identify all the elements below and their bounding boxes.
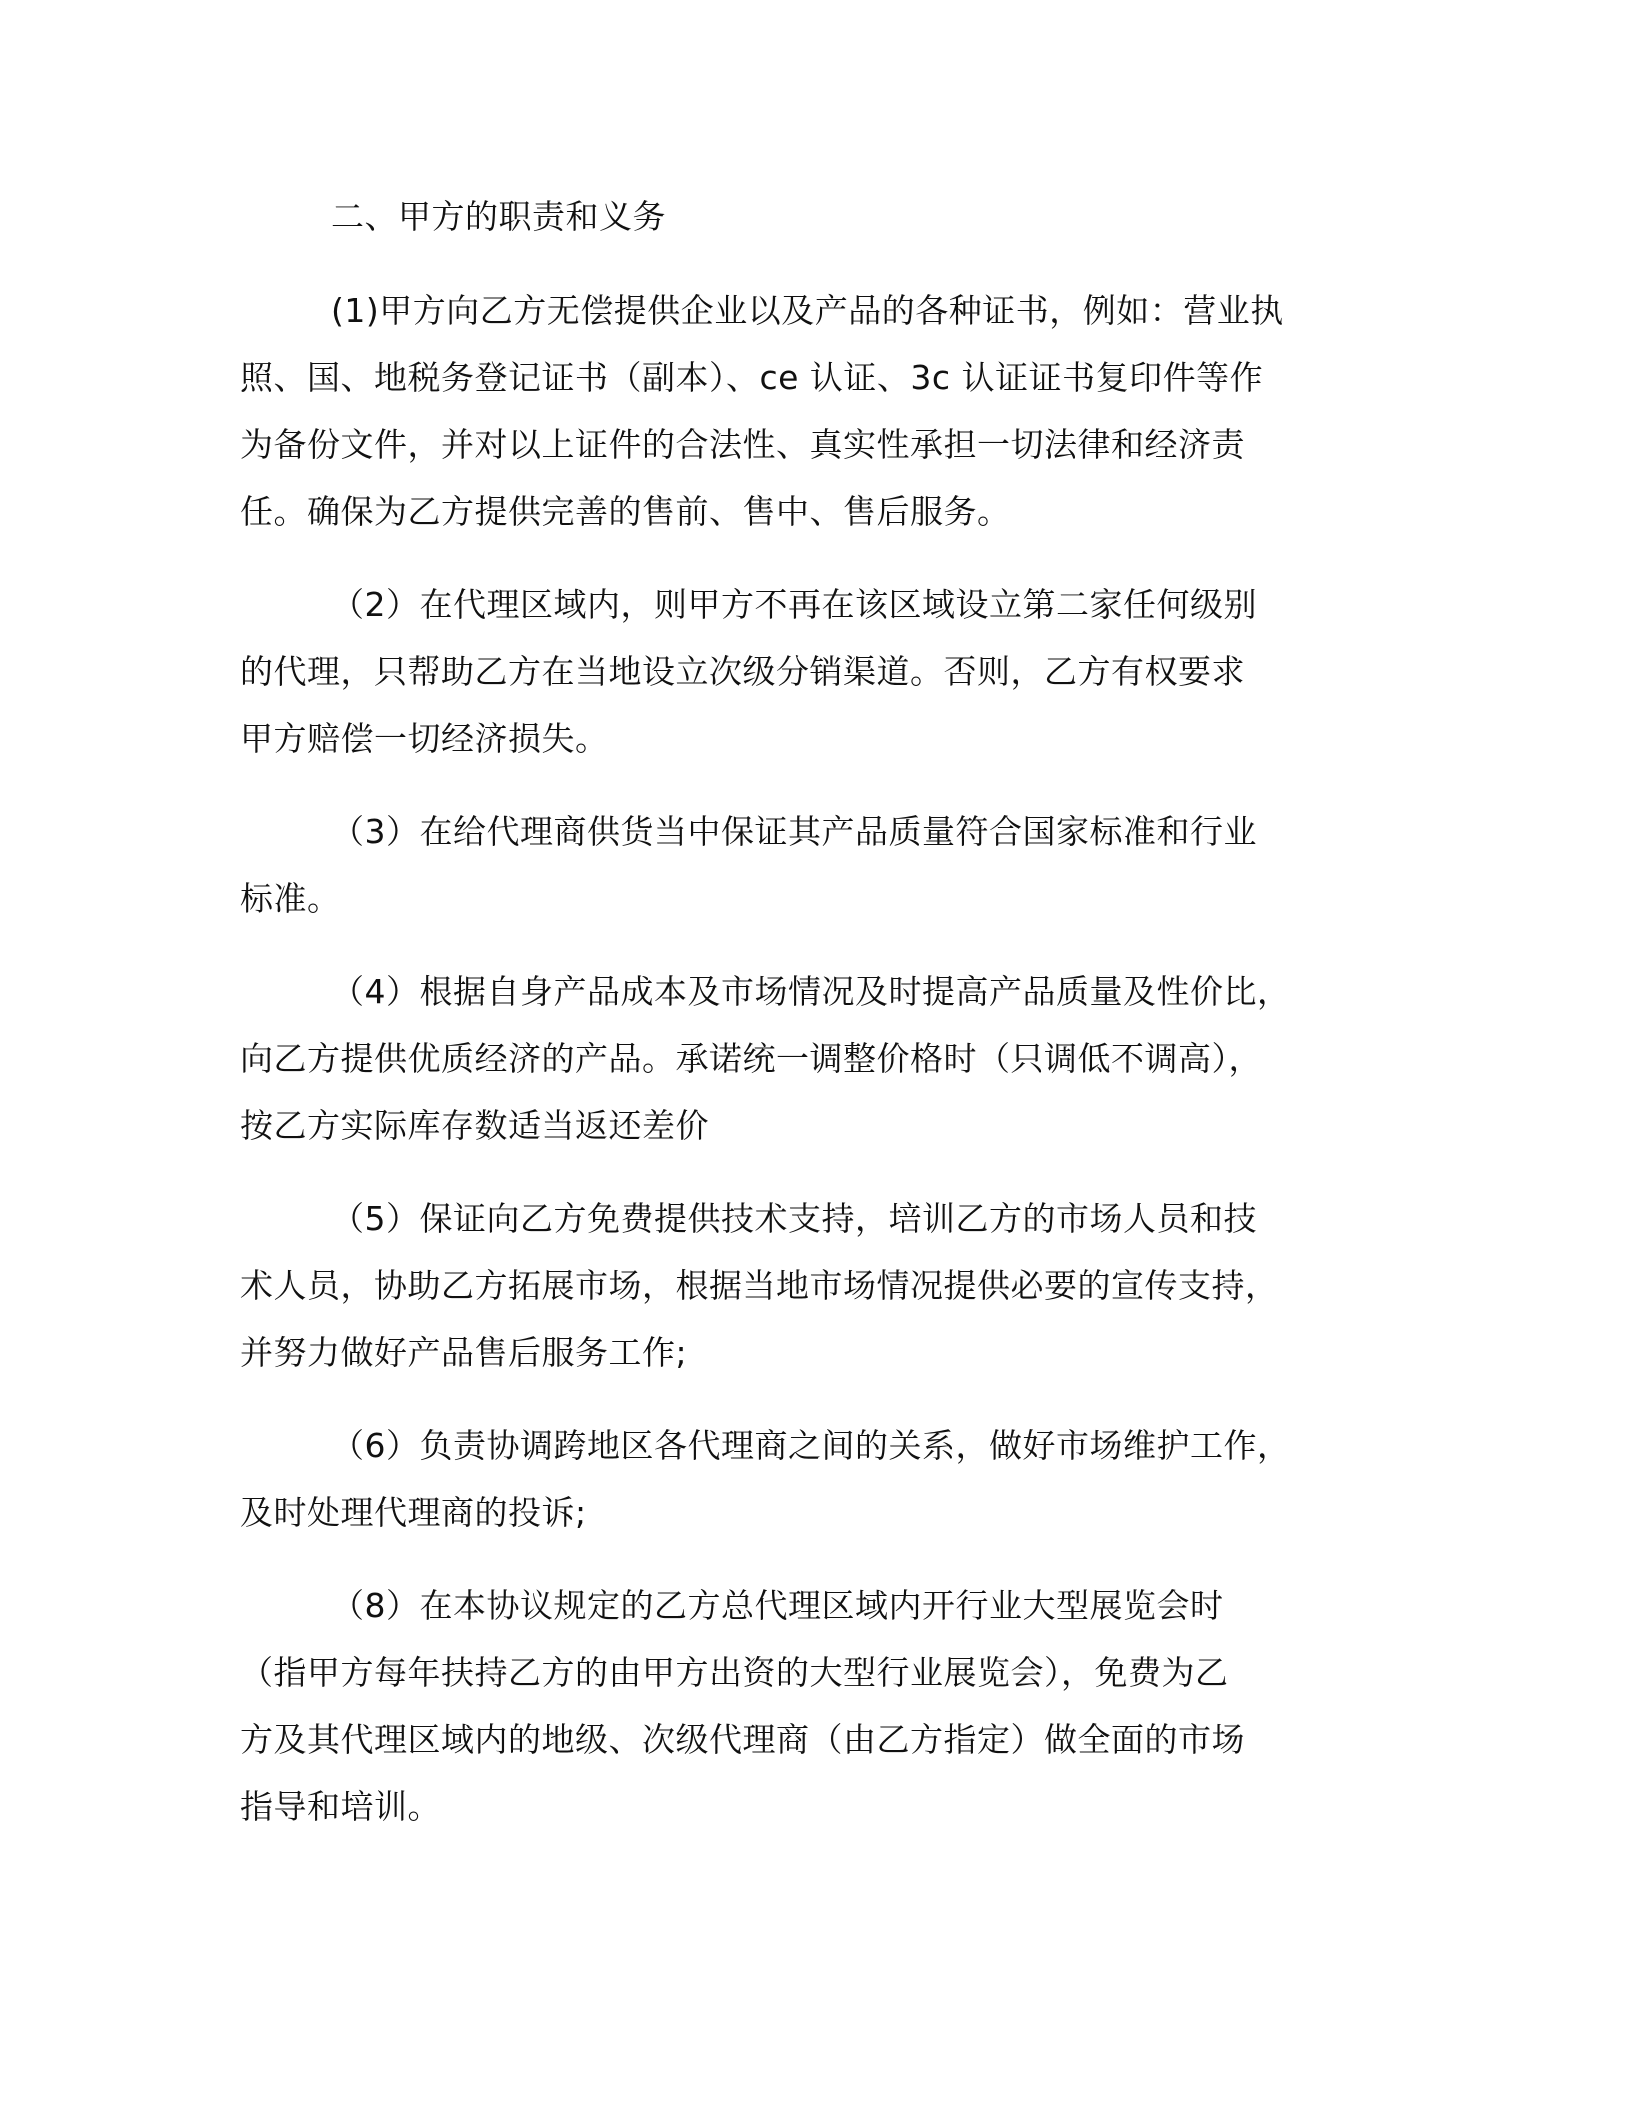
paragraph-1-line-2: 照、国、地税务登记证书（副本）、ce 认证、3c 认证证书复印件等作 (240, 358, 1264, 397)
paragraph-3-line-1: （3）在给代理商供货当中保证其产品质量符合国家标准和行业 (331, 812, 1257, 851)
paragraph-2-line-2: 的代理，只帮助乙方在当地设立次级分销渠道。否则，乙方有权要求 (240, 652, 1245, 691)
paragraph-8-line-2: （指甲方每年扶持乙方的由甲方出资的大型行业展览会），免费为乙 (240, 1653, 1229, 1692)
paragraph-2-line-1: （2）在代理区域内，则甲方不再在该区域设立第二家任何级别 (331, 585, 1257, 624)
paragraph-5-line-2: 术人员，协助乙方拓展市场，根据当地市场情况提供必要的宣传支持， (240, 1266, 1279, 1305)
paragraph-5-line-3: 并努力做好产品售后服务工作; (240, 1333, 688, 1372)
paragraph-6-line-2: 及时处理代理商的投诉; (240, 1493, 587, 1532)
paragraph-6-line-1: （6）负责协调跨地区各代理商之间的关系，做好市场维护工作， (331, 1426, 1291, 1465)
paragraph-1-line-4: 任。确保为乙方提供完善的售前、售中、售后服务。 (240, 492, 1011, 531)
paragraph-8-line-1: （8）在本协议规定的乙方总代理区域内开行业大型展览会时 (331, 1586, 1224, 1625)
paragraph-4-line-1: （4）根据自身产品成本及市场情况及时提高产品质量及性价比， (331, 972, 1291, 1011)
paragraph-5-line-1: （5）保证向乙方免费提供技术支持，培训乙方的市场人员和技 (331, 1199, 1257, 1238)
paragraph-3-line-2: 标准。 (240, 879, 341, 918)
paragraph-2-line-3: 甲方赔偿一切经济损失。 (240, 719, 609, 758)
paragraph-1-line-3: 为备份文件，并对以上证件的合法性、真实性承担一切法律和经济责 (240, 425, 1245, 464)
paragraph-1-line-1: (1)甲方向乙方无偿提供企业以及产品的各种证书，例如：营业执 (331, 291, 1284, 330)
paragraph-4-line-2: 向乙方提供优质经济的产品。承诺统一调整价格时（只调低不调高）， (240, 1039, 1262, 1078)
paragraph-8-line-3: 方及其代理区域内的地级、次级代理商（由乙方指定）做全面的市场 (240, 1720, 1245, 1759)
section-heading: 二、甲方的职责和义务 (331, 197, 666, 236)
paragraph-8-line-4: 指导和培训。 (240, 1787, 441, 1826)
paragraph-4-line-3: 按乙方实际库存数适当返还差价 (240, 1106, 709, 1145)
